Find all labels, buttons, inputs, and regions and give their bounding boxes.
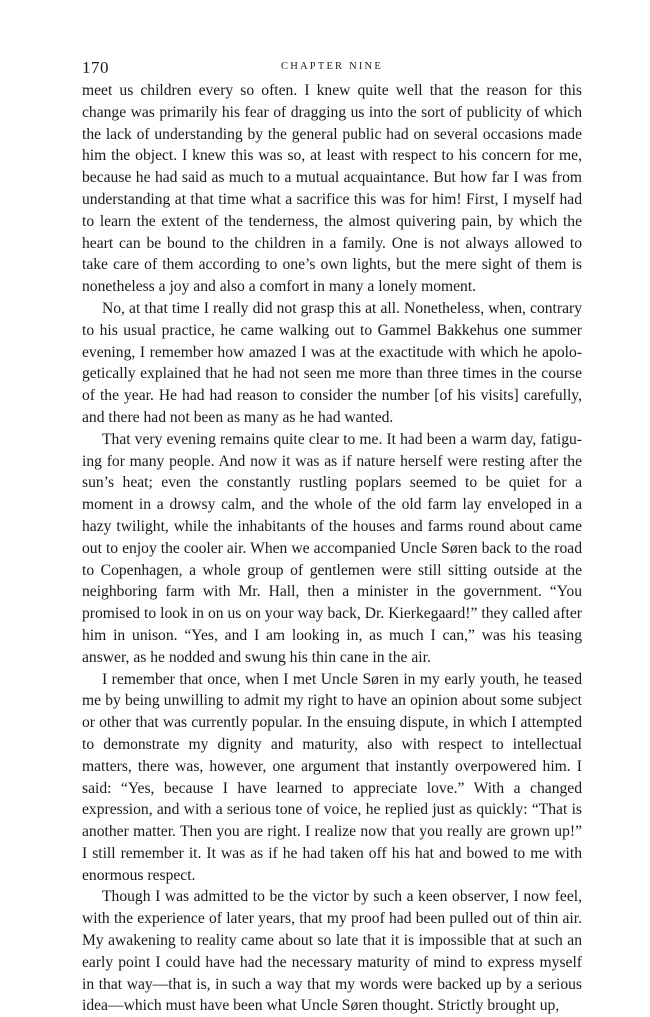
body-text xyxy=(82,80,582,1017)
paragraph: No, at that time I really did not grasp this at all. Nonetheless, when, contrary to his usual practice, he came walking out to Gammel Bakkehus one summer evening, I remember how amazed I was at the exactitude with which he apologetically explained that he had not seen me more than three times in the course of the year. He had had reason to consider the number [of his visits] carefully, and there had not been as many as he had wanted. xyxy=(82,299,582,426)
paragraph: I remember that once, when I met Uncle Søren in my early youth, he teased me by being unwilling to admit my right to have an opinion about some subject or other that was currently popular. In the ensuing dispute, in which I attempted to demonstrate my dignity and maturity, also with respect to intellectual matters, there was, however, one argument that instantly overpowered him. I said: “Yes, because I have learned to appreciate love.” With a changed expression, and with a serious tone of voice, he replied just as quickly: “That is another matter. Then you are right. I realize now that you really are grown up!” I still remember it. It was as if he had taken off his hat and bowed to me with enormous respect. xyxy=(82,670,582,884)
page-number: 170 xyxy=(82,58,109,77)
paragraph: Though I was admitted to be the victor by such a keen observer, I now feel, with the experience of later years, that my proof had been pulled out of thin air. My awakening to reality came about so late that it is impossible that at such an early point I could have had the necessary maturity of mind to express myself in that way—that is, in such a way that my words were backed up by a serious idea—which must have been what Uncle Søren thought. Strictly brought up, xyxy=(82,888,582,1015)
chapter-title: CHAPTER NINE xyxy=(281,61,383,72)
running-head xyxy=(82,58,582,80)
paragraph: meet us children every so often. I knew quite well that the reason for this change was primarily his fear of dragging us into the sort of publicity of which the lack of understanding by the general public had on several occasions made him the object. I knew this was so, at least with respect to his concern for me, because he had said as much to a mutual acquaintance. But how far I was from understanding at that time what a sacrifice this was for him! First, I myself had to learn the extent of the tenderness, the almost quivering pain, by which the heart can be bound to the children in a family. One is not always allowed to take care of them according to one’s own lights, but the mere sight of them is nonetheless a joy and also a comfort in many a lonely moment. xyxy=(82,82,582,296)
paragraph: That very evening remains quite clear to me. It had been a warm day, fatiguing for many people. And now it was as if nature herself were resting after the sun’s heat; even the constantly rustling poplars seemed to be quiet for a moment in a drowsy calm, and the whole of the old farm lay enveloped in a hazy twilight, while the inhabitants of the houses and farms round about came out to enjoy the cooler air. When we accompanied Uncle Søren back to the road to Copenhagen, a whole group of gentlemen were still sitting outside at the neighboring farm with Mr. Hall, then a minister in the government. “You promised to look in on us on your way back, Dr. Kierkegaard!” they called after him in unison. “Yes, and I am looking in, as much I can,” was his teasing answer, as he nodded and swung his thin cane in the air. xyxy=(82,430,582,666)
